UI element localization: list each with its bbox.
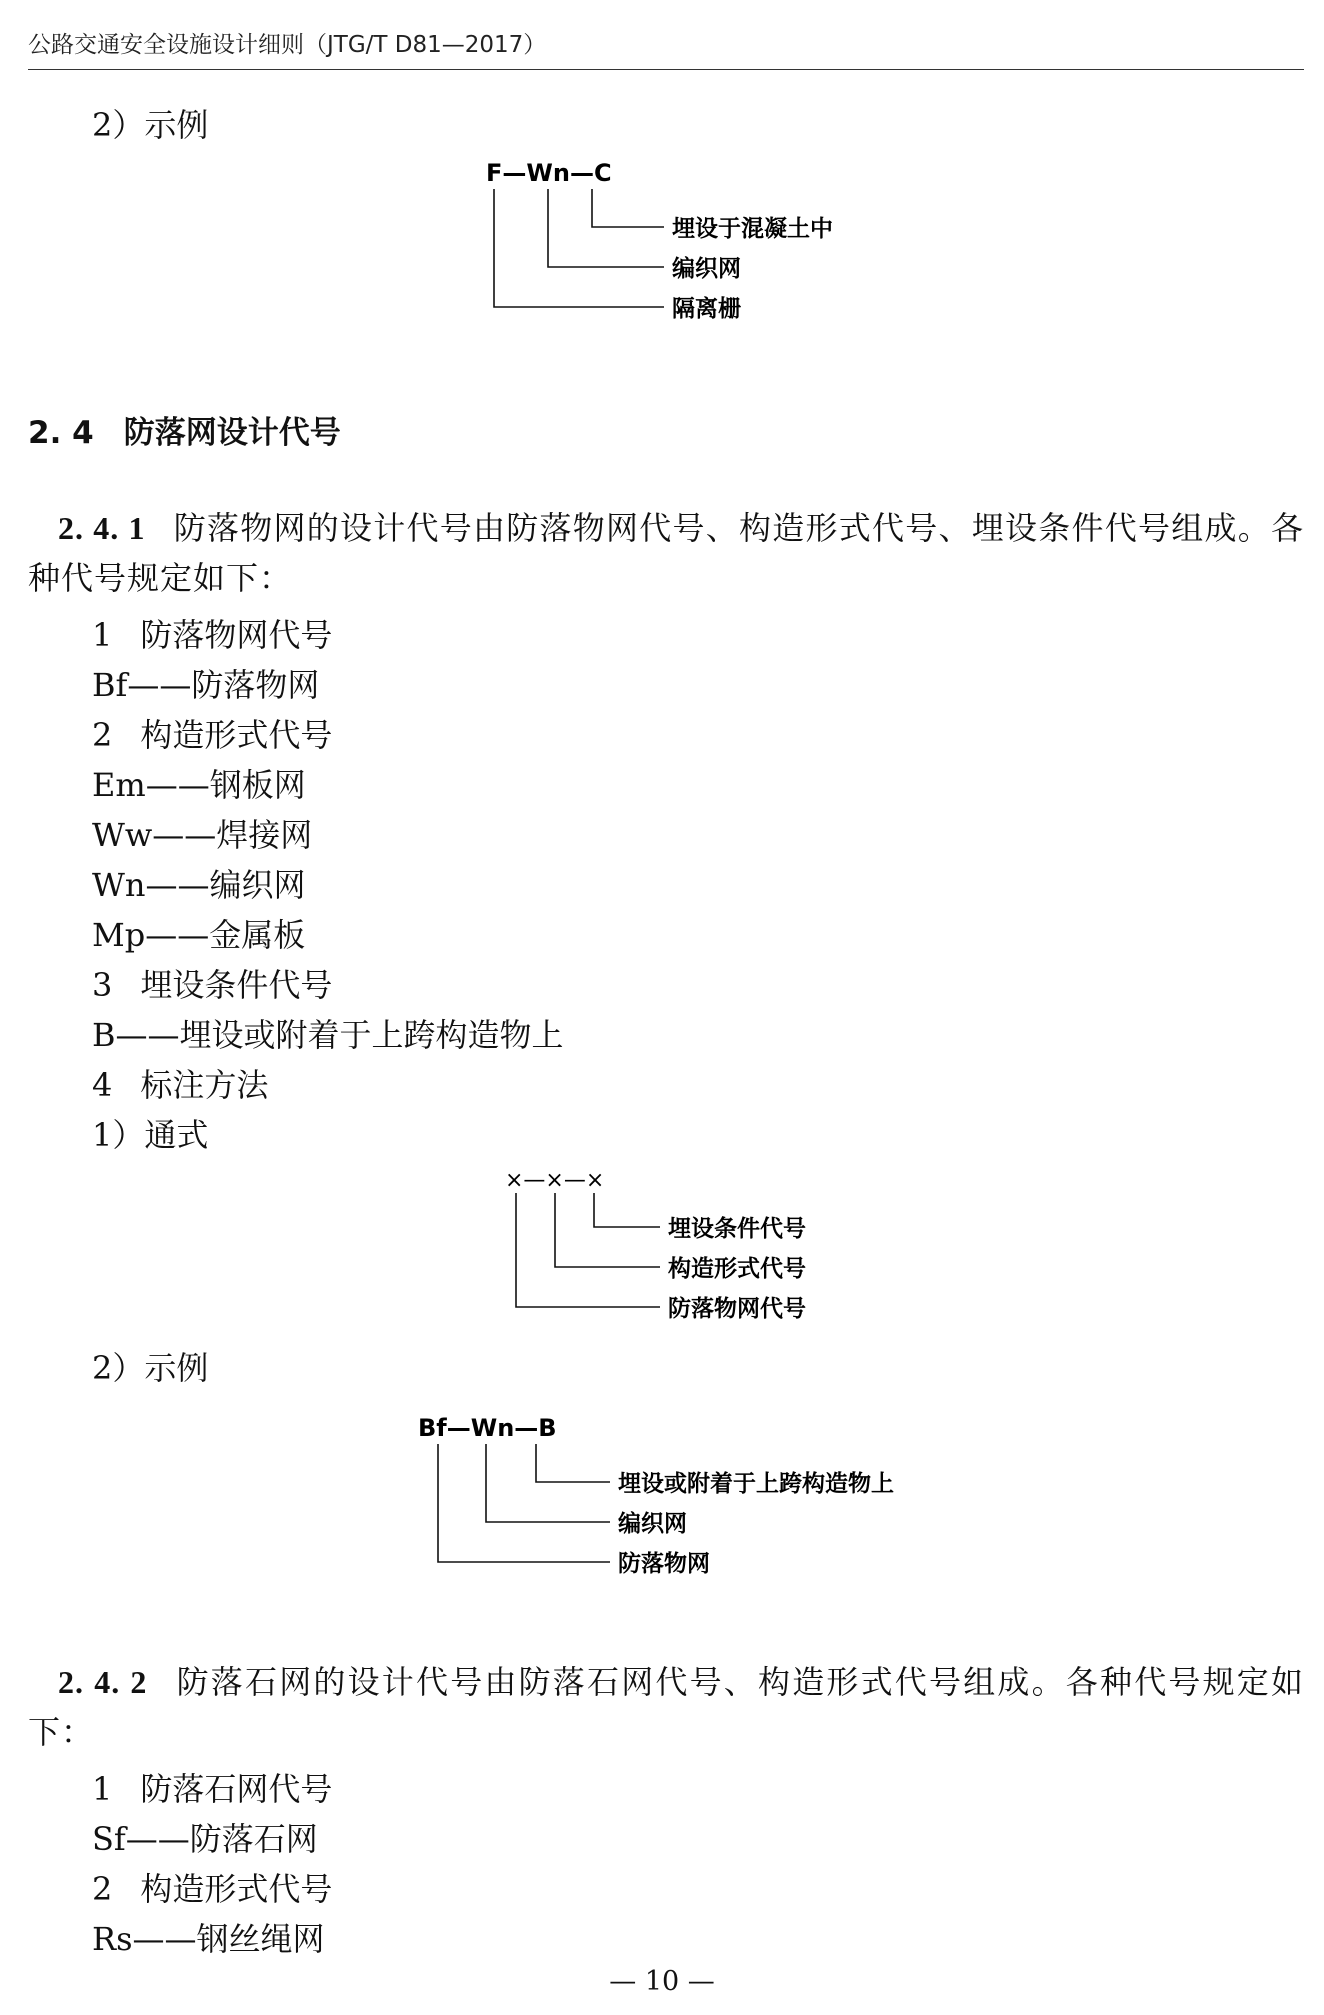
general-form-item: 防落物网代号 (668, 1296, 806, 1322)
top-example-item: 隔离栅 (672, 296, 741, 322)
top-example-item: 编织网 (672, 256, 741, 282)
general-form-code: ×—×—× (505, 1168, 605, 1193)
list-item: Ww——焊接网 (92, 816, 313, 854)
clause-2-4-2 (28, 1657, 1304, 1757)
example2-item: 防落物网 (618, 1551, 710, 1577)
list-item: 4 标注方法 (92, 1066, 269, 1104)
page-header: 公路交通安全设施设计细则（JTG/T D81—2017） (28, 26, 1304, 70)
top-example-code: F—Wn—C (486, 159, 612, 187)
clause-2-4-1 (28, 503, 1304, 603)
clause-text: 防落石网的设计代号由防落石网代号、构造形式代号组成。各种代号规定如下： (28, 1663, 1304, 1751)
list-item: B——埋设或附着于上跨构造物上 (92, 1016, 564, 1054)
list-item: 2 构造形式代号 (92, 716, 333, 754)
list-item: Wn——编织网 (92, 866, 306, 904)
example2-item: 编织网 (618, 1511, 687, 1537)
list-item: Sf——防落石网 (92, 1820, 318, 1858)
example2-code: Bf—Wn—B (418, 1414, 557, 1442)
example2-label: 2）示例 (92, 1349, 209, 1387)
top-example-diagram (478, 155, 858, 330)
page-number: — 10 — (609, 1966, 715, 1997)
general-form-diagram (505, 1165, 845, 1330)
top-example-label: 2）示例 (92, 106, 209, 144)
list-item: Rs——钢丝绳网 (92, 1920, 325, 1958)
top-example-item: 埋设于混凝土中 (672, 216, 833, 242)
list-item: Bf——防落物网 (92, 666, 320, 704)
section-number: 2. 4 (28, 415, 94, 451)
list-item: 2 构造形式代号 (92, 1870, 333, 1908)
section-title-text: 防落网设计代号 (123, 415, 341, 451)
list-item: Mp——金属板 (92, 916, 306, 954)
clause-text: 防落物网的设计代号由防落物网代号、构造形式代号、埋设条件代号组成。各种代号规定如下： (28, 509, 1304, 597)
general-form-item: 埋设条件代号 (668, 1216, 806, 1242)
list-item: 1 防落物网代号 (92, 616, 333, 654)
list-item: 3 埋设条件代号 (92, 966, 333, 1004)
section-title (28, 407, 341, 452)
list-item: 1 防落石网代号 (92, 1770, 333, 1808)
list-item: Em——钢板网 (92, 766, 306, 804)
clause-number: 2. 4. 2 (58, 1664, 148, 1700)
example2-diagram (418, 1410, 938, 1585)
list-item: 1）通式 (92, 1116, 209, 1154)
general-form-item: 构造形式代号 (668, 1256, 806, 1282)
example2-item: 埋设或附着于上跨构造物上 (618, 1471, 894, 1497)
clause-number: 2. 4. 1 (58, 510, 146, 546)
